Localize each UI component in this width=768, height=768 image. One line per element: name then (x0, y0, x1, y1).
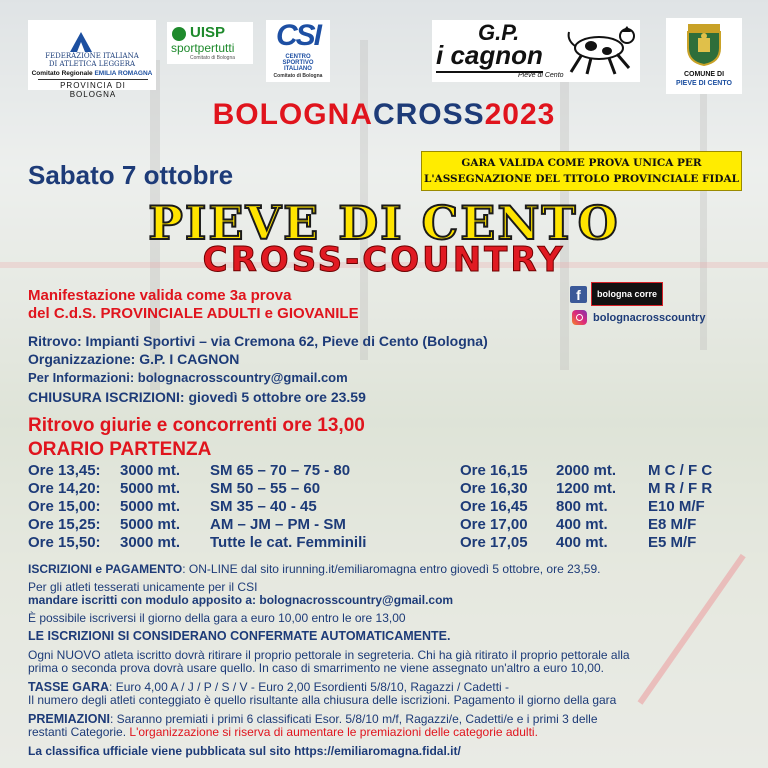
title-year: 2023 (484, 98, 556, 131)
schedule-category: E5 M/F (648, 534, 697, 551)
schedule-distance: 5000 mt. (120, 480, 181, 497)
info-organizzazione: Organizzazione: G.P. I CAGNON (28, 351, 240, 367)
csi-mark: CSI (275, 19, 320, 52)
gara-valida-box (421, 151, 742, 191)
premiazioni-categorie: restanti Categorie. (28, 725, 130, 739)
tasse-label: TASSE GARA (28, 680, 110, 694)
schedule-distance: 400 mt. (556, 534, 608, 551)
csi-note-line1: Per gli atleti tesserati unicamente per il CSI (28, 580, 258, 594)
social-instagram-row (572, 310, 705, 325)
info-email: Per Informazioni: bolognacrosscountry@gmail.com (28, 370, 348, 385)
fidal-province: PROVINCIA DI BOLOGNA (38, 79, 148, 99)
comune-line2: PIEVE DI CENTO (676, 80, 732, 87)
schedule-category: AM – JM – PM - SM (210, 516, 346, 533)
schedule-category: SM 35 – 40 - 45 (210, 498, 317, 515)
schedule-distance: 5000 mt. (120, 516, 181, 533)
csi-note-line2: mandare iscritti con modulo apposito a: bolognacrosscountry@gmail.com (28, 593, 454, 607)
instagram-handle[interactable]: bolognacrosscountry (593, 311, 706, 324)
uisp-emblem-icon (172, 27, 186, 41)
tasse-text: : Euro 4,00 A / J / P / S / V - Euro 2,00 Esordienti 5/8/10, Ragazzi / Cadetti - (109, 680, 510, 694)
schedule-distance: 1200 mt. (556, 480, 617, 497)
schedule-category: M R / F R (648, 480, 713, 497)
schedule-time: Ore 13,45: (28, 462, 101, 479)
comune-crest-icon (682, 22, 726, 71)
fidal-name-line1: FEDERAZIONE ITALIANA (45, 52, 139, 60)
schedule-distance: 3000 mt. (120, 534, 181, 551)
event-date: Sabato 7 ottobre (28, 160, 234, 190)
premiazioni-label: PREMIAZIONI (28, 712, 110, 726)
uisp-name: UISP (190, 24, 226, 41)
premiazioni-paragraph (28, 712, 748, 726)
manifestazione-line1: Manifestazione valida come 3a prova (28, 287, 292, 304)
event-type-title: CROSS-COUNTRY (202, 240, 566, 280)
fidal-region-prefix: Comitato Regionale (31, 70, 93, 77)
event-location-title: PIEVE DI CENTO (148, 196, 620, 250)
page-title (0, 98, 768, 132)
schedule-time: Ore 16,15 (460, 462, 528, 479)
comune-line1: COMUNE DI (683, 71, 725, 78)
csi-line3: ITALIANO (284, 66, 312, 72)
schedule-category: SM 65 – 70 – 75 - 80 (210, 462, 351, 479)
gp-line1: G.P. (478, 20, 520, 45)
confermate-note: LE ISCRIZIONI SI CONSIDERANO CONFERMATE AUTOMATICAMENTE. (28, 629, 451, 643)
schedule-distance: 800 mt. (556, 498, 608, 515)
schedule-distance: 2000 mt. (556, 462, 617, 479)
schedule-category: E8 M/F (648, 516, 697, 533)
fidal-region (30, 69, 154, 78)
gara-box-line2: L'ASSEGNAZIONE DEL TITOLO PROVINCIALE FIDAL (423, 173, 740, 185)
schedule-category: SM 50 – 55 – 60 (210, 480, 321, 497)
csi-line1: CENTRO (285, 54, 311, 60)
iscrizioni-label: ISCRIZIONI e PAGAMENTO (28, 562, 183, 576)
premiazioni-text: : Saranno premiati i primi 6 classificati Esor. 5/8/10 m/f, Ragazzi/e, Cadetti/e e i primi 3 delle (109, 712, 598, 726)
instagram-icon[interactable] (572, 310, 587, 325)
tasse-line2: Il numero degli atleti conteggiato è quello risultante alla chiusura delle iscrizioni. Pagamento il giorno della gara (28, 693, 617, 707)
gp-line2: i cagnon (436, 40, 543, 73)
schedule-time: Ore 17,05 (460, 534, 528, 551)
schedule-time: Ore 15,50: (28, 534, 101, 551)
schedule-time: Ore 16,30 (460, 480, 528, 497)
iscrizioni-paragraph (28, 562, 748, 576)
schedule-distance: 5000 mt. (120, 498, 181, 515)
schedule-time: Ore 15,25: (28, 516, 101, 533)
schedule-right (460, 462, 750, 557)
iscrizioni-text: : ON-LINE dal sito irunning.it/emiliaromagna entro giovedì 5 ottobre, ore 23,59. (182, 562, 601, 576)
uisp-committee: Comitato di Bologna (190, 55, 236, 61)
schedule-left (28, 462, 448, 557)
premiazioni-riserva: L'organizzazione si riserva di aumentare le premiazioni delle categorie adulti. (129, 725, 538, 739)
schedule-category: E10 M/F (648, 498, 705, 515)
csi-line2: SPORTIVO (282, 60, 314, 66)
fidal-region-name: EMILIA ROMAGNA (94, 70, 153, 77)
title-cross: CROSS (372, 98, 485, 131)
schedule-time: Ore 15,00: (28, 498, 101, 515)
schedule-category: M C / F C (648, 462, 713, 479)
info-ritrovo: Ritrovo: Impianti Sportivi – via Cremona 62, Pieve di Cento (Bologna) (28, 333, 488, 349)
csi-committee: Comitato di Bologna (273, 73, 323, 79)
schedule-distance: 400 mt. (556, 516, 608, 533)
dog-icon (565, 24, 637, 81)
pettorale-line2: prima o seconda prova dovrà usare quello. In caso di smarrimento ne viene assegnato un'altro a euro 10,00. (28, 661, 604, 675)
schedule-distance: 3000 mt. (120, 462, 181, 479)
ritrovo-giurie: Ritrovo giurie e concorrenti ore 13,00 (28, 415, 365, 436)
bologna-corre-badge[interactable]: bologna corre (591, 282, 663, 306)
tasse-paragraph (28, 680, 748, 694)
schedule-category: Tutte le cat. Femminili (210, 534, 367, 551)
gp-line3: Pieve di Cento (518, 72, 564, 79)
social-facebook-row (570, 282, 663, 306)
gara-box-line1: GARA VALIDA COME PROVA UNICA PER (461, 157, 702, 169)
pettorale-line1: Ogni NUOVO atleta iscritto dovrà ritirare il proprio pettorale in segreteria. Chi ha già ritirato il proprio pettorale alla (28, 648, 630, 662)
schedule-time: Ore 16,45 (460, 498, 528, 515)
info-chiusura: CHIUSURA ISCRIZIONI: giovedì 5 ottobre ore 23.59 (28, 389, 366, 405)
premiazioni-line2 (28, 725, 748, 739)
manifestazione-line2: del C.d.S. PROVINCIALE ADULTI e GIOVANILE (28, 305, 359, 322)
facebook-icon[interactable]: f (570, 286, 587, 303)
title-bologna: BOLOGNA (212, 98, 373, 131)
orario-title: ORARIO PARTENZA (28, 439, 212, 460)
schedule-time: Ore 14,20: (28, 480, 101, 497)
schedule-time: Ore 17,00 (460, 516, 528, 533)
giorno-gara-note: È possibile iscriversi il giorno della gara a euro 10,00 entro le ore 13,00 (28, 611, 406, 625)
classifica-note: La classifica ufficiale viene pubblicata sul sito https://emiliaromagna.fidal.it/ (28, 744, 461, 758)
fidal-name-line2: DI ATLETICA LEGGERA (48, 60, 136, 68)
uisp-tagline: sportpertutti (171, 41, 235, 55)
